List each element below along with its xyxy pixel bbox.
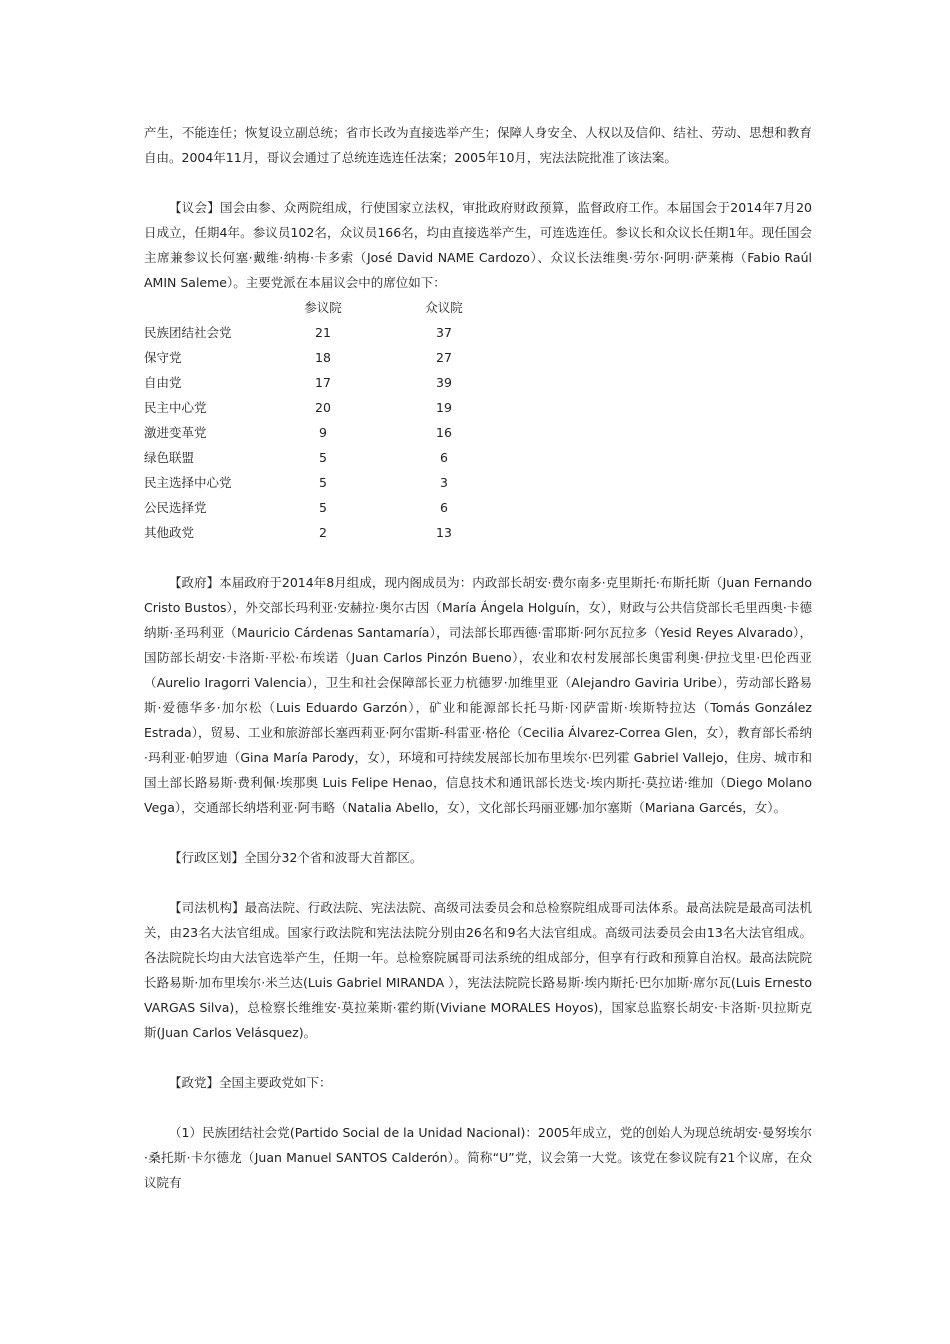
senate-seats: 21 — [315, 325, 331, 340]
senate-seats: 20 — [315, 400, 331, 415]
table-row — [144, 320, 484, 345]
house-seats: 6 — [440, 500, 448, 515]
spacer — [144, 1045, 812, 1070]
document-page — [144, 120, 812, 1195]
parties-heading: 【政党】全国主要政党如下： — [169, 1075, 332, 1090]
house-seats: 6 — [440, 450, 448, 465]
senate-seats: 9 — [319, 425, 327, 440]
house-seats: 13 — [436, 525, 452, 540]
house-seats: 3 — [440, 475, 448, 490]
intro-paragraph: 产生，不能连任；恢复设立副总统；省市长改为直接选举产生；保障人身安全、人权以及信仰、结社、劳动、思想和教育自由。2004年11月，哥议会通过了总统连选连任法案；2005年10月，宪法法院批准了该法案。 — [144, 125, 812, 165]
senate-seats: 2 — [319, 525, 327, 540]
seat-table-header — [144, 295, 484, 320]
house-seats: 16 — [436, 425, 452, 440]
government-paragraph: 【政府】本届政府于2014年8月组成，现内阁成员为：内政部长胡安·费尔南多·克里斯托·布斯托斯（Juan Fernando Cristo Bustos），外交部长玛利亚·安赫拉·奥尔古因（María Ángela Holguín，女），财政与公共信贷部长毛里西奥·卡德纳斯·圣玛利亚（Mauricio Cárdenas Santamaría），司法部长耶西德·雷耶斯·阿尔瓦拉多（Yesid Reyes Alvarado），国防部长胡安·卡洛斯·平松·布埃诺（Juan Carlos Pinzón Bueno），农业和农村发展部长奥雷利奥·伊拉戈里·巴伦西亚（Aurelio Iragorri Valencia），卫生和社会保障部长亚力杭德罗·加维里亚（Alejandro Gaviria Uribe），劳动部长路易斯·爱德华多·加尔松（Luis Eduardo Garzón），矿业和能源部长托马斯·冈萨雷斯·埃斯特拉达（Tomás González Estrada），贸易、工业和旅游部长塞西莉亚·阿尔雷斯-科雷亚·格伦（Cecilia Álvarez-Correa Glen，女），教育部长希纳·玛利亚·帕罗迪（Gina María Parody，女），环境和可持续发展部长加布里埃尔·巴列霍 Gabriel Vallejo，住房、城市和国土部长路易斯·费利佩·埃那奥 Luis Felipe Henao，信息技术和通讯部长迭戈·埃内斯托·莫拉诺·维加（Diego Molano Vega），交通部长纳塔利亚·阿韦略（Natalia Abello，女），文化部长玛丽亚娜·加尔塞斯（Mariana Garcés，女）。 — [144, 575, 812, 815]
judiciary-paragraph: 【司法机构】最高法院、行政法院、宪法法院、高级司法委员会和总检察院组成哥司法体系。最高法院是最高司法机关，由23名大法官组成。国家行政法院和宪法法院分别由26名和9名大法官组成。高级司法委员会由13名大法官组成。各法院院长均由大法官选举产生，任期一年。总检察院属哥司法系统的组成部分，但享有行政和预算自治权。最高法院院长路易斯·加布里埃尔·米兰达(Luis Gabriel MIRANDA ），宪法法院院长路易斯·埃内斯托·巴尔加斯·席尔瓦(Luis Ernesto VARGAS Silva)，总检察长维维安·莫拉莱斯·霍约斯(Viviane MORALES Hoyos)，国家总监察长胡安·卡洛斯·贝拉斯克斯(Juan Carlos Velásquez)。 — [144, 900, 812, 1040]
table-row — [144, 445, 484, 470]
senate-seats: 5 — [319, 500, 327, 515]
house-seats: 27 — [436, 350, 452, 365]
party-name: 民主中心党 — [144, 400, 207, 415]
spacer — [144, 870, 812, 895]
party-name: 激进变革党 — [144, 425, 207, 440]
party-name: 公民选择党 — [144, 500, 207, 515]
table-row — [144, 395, 484, 420]
table-row — [144, 370, 484, 395]
party-name: 自由党 — [144, 375, 182, 390]
parties-item-1: （1）民族团结社会党(Partido Social de la Unidad Nacional)：2005年成立，党的创始人为现总统胡安·曼努埃尔·桑托斯·卡尔德龙（Juan Manuel SANTOS Calderón）。简称“U”党，议会第一大党。该党在参议院有21个议席，在众议院有 — [144, 1125, 812, 1190]
party-name: 民主选择中心党 — [144, 475, 232, 490]
seat-table — [144, 295, 484, 545]
party-name: 保守党 — [144, 350, 182, 365]
divisions-paragraph: 【行政区划】全国分32个省和波哥大首都区。 — [169, 850, 423, 865]
table-row — [144, 520, 484, 545]
house-seats: 39 — [436, 375, 452, 390]
senate-seats: 5 — [319, 475, 327, 490]
spacer — [144, 820, 812, 845]
table-row — [144, 495, 484, 520]
congress-paragraph: 【议会】国会由参、众两院组成，行使国家立法权，审批政府财政预算，监督政府工作。本届国会于2014年7月20日成立，任期4年。参议员102名，众议员166名，均由直接选举产生，可连选连任。参议长和众议长任期1年。现任国会主席兼参议长何塞·戴维·纳梅·卡多索（José David NAME Cardozo）、众议长法维奥·劳尔·阿明·萨莱梅（Fabio Raúl AMIN Saleme）。主要党派在本届议会中的席位如下： — [144, 200, 812, 290]
table-row — [144, 345, 484, 370]
table-row — [144, 470, 484, 495]
house-seats: 37 — [436, 325, 452, 340]
party-name: 其他政党 — [144, 525, 195, 540]
table-row — [144, 420, 484, 445]
house-seats: 19 — [436, 400, 452, 415]
senate-seats: 5 — [319, 450, 327, 465]
spacer — [144, 170, 812, 195]
party-name: 民族团结社会党 — [144, 325, 232, 340]
spacer — [144, 545, 812, 570]
party-name: 绿色联盟 — [144, 450, 195, 465]
spacer — [144, 1095, 812, 1120]
senate-seats: 18 — [315, 350, 331, 365]
senate-seats: 17 — [315, 375, 331, 390]
header-house: 众议院 — [425, 300, 463, 315]
header-senate: 参议院 — [304, 300, 342, 315]
